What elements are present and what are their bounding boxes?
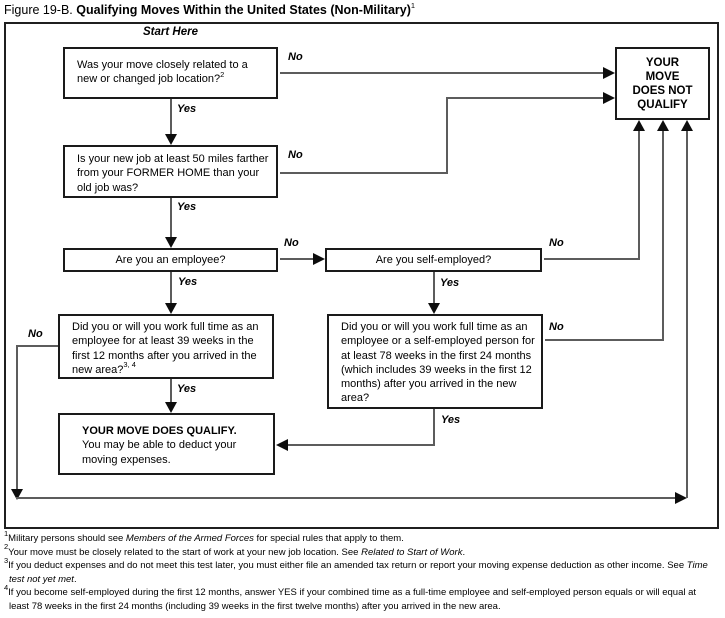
not-qualify-line-3: DOES NOT: [632, 84, 693, 97]
footnote-2-text2: .: [462, 546, 466, 558]
arrowhead-yes-self-employed: [428, 303, 440, 314]
connector-no-39-weeks-up: [686, 130, 688, 498]
footnote-3-italic: Time test not yet met: [9, 560, 708, 585]
label-no-employee: No: [284, 237, 299, 249]
qualify-body: You may be able to deduct your moving expenses.: [82, 439, 237, 466]
related-to-job-footnote-ref: 2: [220, 69, 225, 79]
footnote-4-text: If you become self-employed during the first 12 months, answer YES if your combined time as a full-time employee and self-employed person equals or will equal at least 78 weeks in the first 24 months (including 39 weeks in the first twelve months) after you arrived in the new area.: [8, 587, 697, 612]
figure-title-prefix: Figure 19-B.: [4, 3, 77, 17]
footnote-2-text: Your move must be closely related to the start of work at your new job location. See: [8, 546, 362, 558]
decision-box-related-to-job-text: Was your move closely related to a new or changed job location?: [77, 59, 248, 86]
label-no-related-to-job: No: [288, 51, 303, 63]
qualify-heading: YOUR MOVE DOES QUALIFY.: [82, 425, 237, 437]
decision-box-self-employed: [325, 248, 542, 272]
connector-no-fifty-miles-h: [280, 172, 448, 174]
result-box-not-qualify: [615, 47, 710, 120]
label-yes-39-weeks: Yes: [177, 383, 197, 395]
arrowhead-yes-39-weeks: [165, 402, 177, 413]
connector-yes-self-employed: [433, 272, 435, 305]
connector-no-39-weeks-h: [17, 345, 58, 347]
decision-box-self-employed-text: Are you self-employed?: [375, 253, 492, 266]
arrowhead-yes-related-to-job: [165, 134, 177, 145]
connector-no-39-weeks-v: [16, 345, 18, 490]
connector-no-self-employed-v: [638, 130, 640, 260]
label-yes-self-employed: Yes: [440, 277, 460, 289]
connector-no-related-to-job: [280, 72, 605, 74]
connector-no-78-weeks-v: [662, 130, 664, 341]
arrowhead-no-related-to-job: [603, 67, 615, 79]
connector-yes-78-weeks-h: [287, 444, 435, 446]
label-no-self-employed: No: [549, 237, 564, 249]
footnote-3: [4, 556, 716, 586]
connector-yes-related-to-job: [170, 99, 172, 137]
figure-title: [4, 0, 416, 17]
footnote-4: [4, 583, 716, 613]
decision-box-fifty-miles-text: Is your new job at least 50 miles farther from your FORMER HOME than your old job was?: [77, 153, 269, 194]
decision-box-fifty-miles: [63, 145, 278, 198]
arrowhead-no-39-weeks-up: [681, 120, 693, 131]
label-yes-employee: Yes: [178, 276, 198, 288]
footnote-2-marker: 2: [4, 542, 9, 552]
footnote-3-text2: .: [73, 573, 77, 585]
result-box-qualify: [58, 413, 275, 475]
arrowhead-no-78-weeks: [657, 120, 669, 131]
figure-title-main: Qualifying Moves Within the United States (Non-Military): [76, 3, 411, 17]
arrowhead-yes-employee: [165, 303, 177, 314]
label-yes-related-to-job: Yes: [177, 103, 197, 115]
connector-no-78-weeks-h: [545, 339, 664, 341]
arrowhead-yes-78-weeks: [276, 439, 288, 451]
label-no-39-weeks: No: [28, 328, 43, 340]
decision-box-39-weeks: [58, 314, 274, 379]
footnote-3-text: If you deduct expenses and do not meet this test later, you must either file an amended tax return or report your moving expense deduction as other income. See: [8, 560, 687, 572]
connector-no-employee: [280, 258, 313, 260]
decision-box-78-weeks-text: Did you or will you work full time as an employee or a self-employed person for at least 78 weeks in the first 24 months (which includes 39 weeks in the first 12 months) after you arrived in the new area?: [341, 321, 535, 405]
footnote-2-italic: Related to Start of Work: [361, 546, 463, 558]
footnotes: [4, 528, 716, 614]
footnote-1-italic: Members of the Armed Forces: [125, 533, 254, 544]
decision-box-related-to-job: [63, 47, 278, 99]
decision-box-employee: [63, 248, 278, 272]
decision-box-78-weeks: [327, 314, 543, 409]
connector-no-fifty-miles-v: [446, 97, 448, 174]
label-yes-fifty-miles: Yes: [177, 201, 197, 213]
footnote-1: [4, 528, 716, 546]
decision-box-39-weeks-text: Did you or will you work full time as an employee for at least 39 weeks in the first 12 months after you arrived in the new area?: [72, 321, 259, 376]
arrowhead-no-self-employed: [633, 120, 645, 131]
footnote-1-marker: 1: [4, 528, 9, 538]
label-no-fifty-miles: No: [288, 149, 303, 161]
arrowhead-no-employee: [313, 253, 325, 265]
connector-no-39-weeks-bottom: [16, 497, 675, 499]
decision-box-employee-text: Are you an employee?: [115, 253, 226, 266]
connector-yes-78-weeks-v: [433, 409, 435, 446]
label-yes-78-weeks: Yes: [441, 414, 461, 426]
connector-no-self-employed-h: [544, 258, 640, 260]
start-here-label: Start Here: [143, 26, 198, 38]
connector-yes-fifty-miles: [170, 198, 172, 239]
not-qualify-line-1: YOUR: [645, 56, 680, 69]
footnote-3-marker: 3: [4, 556, 9, 566]
label-no-78-weeks: No: [549, 321, 564, 333]
connector-yes-employee: [170, 272, 172, 305]
footnote-4-marker: 4: [4, 583, 9, 593]
connector-no-fifty-miles-h2: [446, 97, 603, 99]
footnote-1-text: Military persons should see: [8, 533, 126, 544]
arrowhead-no-fifty-miles: [603, 92, 615, 104]
not-qualify-line-4: QUALIFY: [637, 98, 688, 111]
figure-title-footnote-ref: 1: [410, 0, 416, 10]
footnote-2: [4, 542, 716, 560]
footnote-1-text2: for special rules that apply to them.: [253, 533, 404, 544]
arrowhead-yes-fifty-miles: [165, 237, 177, 248]
not-qualify-line-2: MOVE: [645, 70, 680, 83]
weeks-39-footnote-ref: 3, 4: [123, 360, 136, 370]
